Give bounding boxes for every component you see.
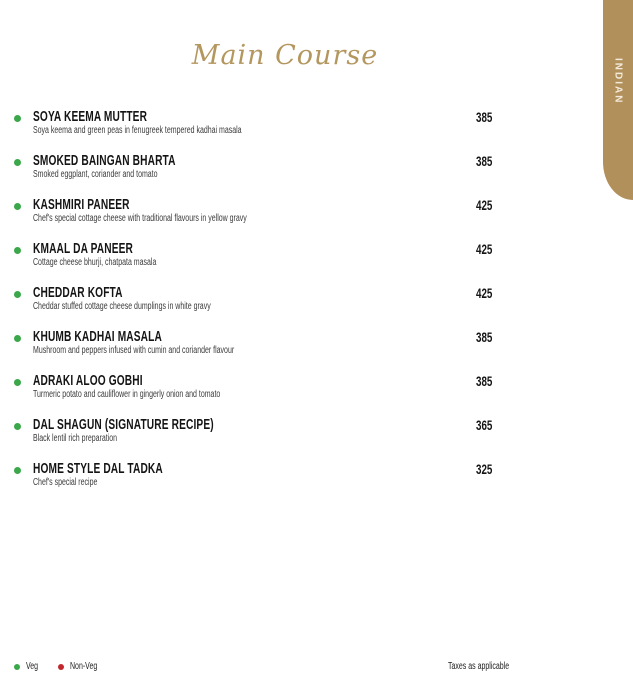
dish-description: Cheddar stuffed cottage cheese dumplings in white gravy	[33, 301, 211, 312]
dish-description: Cottage cheese bhurji, chatpata masala	[33, 257, 157, 268]
menu-item	[14, 111, 492, 136]
veg-indicator-icon	[14, 379, 21, 386]
menu-item	[14, 243, 492, 268]
dish-name: KMAAL DA PANEER	[33, 241, 134, 257]
dish-text	[33, 463, 469, 488]
veg-indicator-icon	[14, 115, 21, 122]
dish-description: Chef's special recipe	[33, 477, 98, 488]
menu-item	[14, 287, 492, 312]
menu-item	[14, 375, 492, 400]
veg-indicator-icon	[14, 291, 21, 298]
dish-price: 385	[475, 329, 492, 345]
veg-indicator-icon	[14, 335, 21, 342]
veg-indicator-icon	[14, 203, 21, 210]
dish-text	[33, 419, 469, 444]
dish-text	[33, 287, 469, 312]
footer	[14, 661, 535, 672]
nonveg-legend	[58, 661, 109, 672]
dish-price: 425	[475, 285, 492, 301]
dish-name: KHUMB KADHAI MASALA	[33, 329, 162, 345]
dish-description: Smoked eggplant, coriander and tomato	[33, 169, 158, 180]
page-title-wrap	[0, 40, 570, 71]
dish-price: 325	[475, 461, 492, 477]
dish-name: ADRAKI ALOO GOBHI	[33, 373, 143, 389]
nonveg-legend-label: Non-Veg	[70, 661, 98, 672]
nonveg-dot-icon	[58, 664, 64, 670]
veg-indicator-icon	[14, 247, 21, 254]
dish-text	[33, 155, 469, 180]
veg-indicator-icon	[14, 159, 21, 166]
tab-indian-ribbon[interactable]	[603, 0, 633, 200]
dish-name: CHEDDAR KOFTA	[33, 285, 123, 301]
taxes-note: Taxes as applicable	[447, 661, 509, 672]
menu-list	[14, 111, 492, 507]
page-title: Main Course	[191, 40, 379, 71]
menu-item	[14, 419, 492, 444]
dish-text	[33, 199, 469, 224]
dish-name: SOYA KEEMA MUTTER	[33, 109, 148, 125]
dish-text	[33, 111, 469, 136]
menu-item	[14, 155, 492, 180]
dish-price: 385	[475, 373, 492, 389]
dish-name: DAL SHAGUN (SIGNATURE RECIPE)	[33, 417, 214, 433]
veg-legend	[14, 661, 43, 672]
veg-dot-icon	[14, 664, 20, 670]
veg-indicator-icon	[14, 423, 21, 430]
menu-item	[14, 463, 492, 488]
dish-description: Turmeric potato and cauliflower in gingerly onion and tomato	[33, 389, 221, 400]
veg-legend-label: Veg	[26, 661, 39, 672]
menu-item	[14, 199, 492, 224]
dish-name: SMOKED BAINGAN BHARTA	[33, 153, 176, 169]
dish-price: 385	[475, 153, 492, 169]
dish-price: 385	[475, 109, 492, 125]
dish-name: KASHMIRI PANEER	[33, 197, 130, 213]
dish-text	[33, 331, 469, 356]
dish-text	[33, 375, 469, 400]
dish-price: 425	[475, 241, 492, 257]
menu-item	[14, 331, 492, 356]
tab-indian-label: INDIAN	[612, 58, 624, 105]
dish-description: Mushroom and peppers infused with cumin and coriander flavour	[33, 345, 235, 356]
dish-price: 425	[475, 197, 492, 213]
dish-name: HOME STYLE DAL TADKA	[33, 461, 163, 477]
dish-description: Soya keema and green peas in fenugreek tempered kadhai masala	[33, 125, 242, 136]
dish-description: Black lentil rich preparation	[33, 433, 118, 444]
dish-price: 365	[475, 417, 492, 433]
veg-indicator-icon	[14, 467, 21, 474]
dish-text	[33, 243, 469, 268]
dish-description: Chef's special cottage cheese with traditional flavours in yellow gravy	[33, 213, 247, 224]
